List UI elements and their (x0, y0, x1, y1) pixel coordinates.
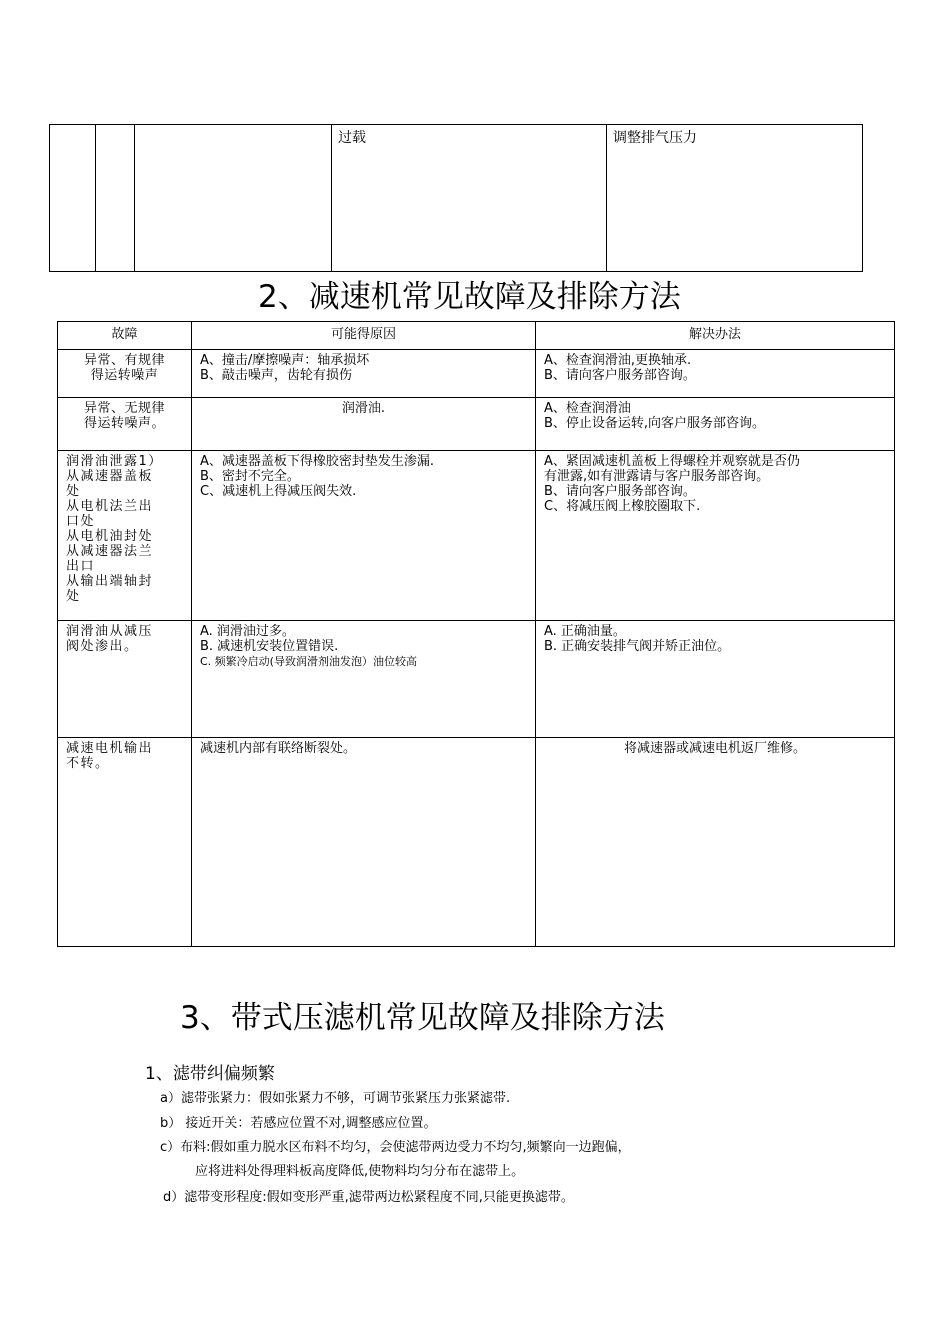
fault-line: 口处 (66, 514, 96, 529)
table-row (58, 738, 895, 947)
cause-line: C. 频繁冷启动(导致润滑剂油发泡）油位较高 (200, 655, 417, 668)
fault-line: 润滑油从减压 (66, 624, 154, 639)
cause-cell (192, 350, 536, 398)
solution-cell (607, 125, 863, 272)
header-cause: 可能得原因 (192, 322, 536, 350)
fault-line: 得运转噪声。 (83, 416, 165, 431)
item-d-text: d）滤带变形程度:假如变形严重,滤带两边松紧程度不同,只能更换滤带。 (163, 1190, 574, 1205)
cause-line: C、减速机上得减压阀失效. (200, 484, 357, 499)
cause-line: A. 润滑油过多。 (200, 624, 295, 639)
solution-line: A、紧固减速机盖板上得螺栓并观察就是否仍 (544, 454, 800, 469)
fault-line: 减速电机输出 (66, 741, 154, 756)
fault-line: 异常、有规律 (83, 353, 165, 368)
fault-line: 从电机法兰出 (66, 499, 154, 514)
cause-line: B、敲击噪声，齿轮有损伤 (200, 368, 352, 383)
cause-cell (192, 451, 536, 621)
solution-line: B、请向客户服务部咨询。 (544, 368, 696, 383)
cause-line: B、密封不完全。 (200, 469, 300, 484)
cause-line: A、撞击/摩擦噪声：轴承损坏 (200, 353, 370, 368)
fault-cell (58, 350, 192, 398)
solution-line: 有泄露,如有泄露请与客户服务部咨询。 (544, 469, 770, 484)
continued-fault-table (49, 124, 863, 272)
empty-cell (96, 125, 135, 272)
fault-line: 得运转噪声 (90, 368, 159, 383)
solution-cell (536, 350, 895, 398)
cause-cell (192, 398, 536, 451)
fault-cell (58, 398, 192, 451)
fault-cell (58, 451, 192, 621)
solution-line: B、停止设备运转,向客户服务部咨询。 (544, 416, 766, 431)
cause-line: B. 减速机安装位置错误. (200, 639, 339, 654)
fault-line: 处 (66, 589, 81, 604)
solution-cell (536, 621, 895, 738)
fault-line: 从减速器法兰 (66, 544, 154, 559)
solution-line: A、检查润滑油 (544, 401, 631, 416)
empty-cell (50, 125, 96, 272)
fault-line: 异常、无规律 (83, 401, 165, 416)
table-row (58, 398, 895, 451)
solution-cell (536, 738, 895, 947)
fault-line: 处 (66, 484, 81, 499)
header-fault: 故障 (58, 322, 192, 350)
fault-line: 从输出端轴封 (66, 574, 154, 589)
item-c-continuation: 应将进料处得理料板高度降低,使物料均匀分布在滤带上。 (195, 1164, 525, 1179)
fault-line: 阀处渗出。 (66, 639, 139, 654)
fault-line: 润滑油泄露1） (66, 454, 163, 469)
cause-cell (192, 621, 536, 738)
table-row (58, 621, 895, 738)
solution-line: 将减速器或减速电机返厂维修。 (623, 741, 806, 756)
item-b-text: b） 接近开关：若感应位置不对,调整感应位置。 (160, 1116, 437, 1131)
header-solution: 解决办法 (536, 322, 895, 350)
cause-cell (192, 738, 536, 947)
solution-cell (536, 451, 895, 621)
cause-line: A、减速器盖板下得橡胶密封垫发生渗漏. (200, 454, 435, 469)
solution-line: A. 正确油量。 (544, 624, 626, 639)
item-a-text: a）滤带张紧力：假如张紧力不够，可调节张紧压力张紧滤带. (160, 1091, 511, 1106)
fault-line: 从减速器盖板 (66, 469, 154, 484)
subsection-heading: 1、滤带纠偏频繁 (145, 1064, 275, 1084)
table-row (58, 451, 895, 621)
fault-line: 出口 (66, 559, 96, 574)
cause-cell (332, 125, 607, 272)
solution-line: B. 正确安装排气阀并矫正油位。 (544, 639, 731, 654)
fault-cell (58, 621, 192, 738)
solution-line: C、将减压阀上橡胶圈取下. (544, 499, 701, 514)
reducer-fault-table (57, 321, 895, 947)
cause-text: 过载 (338, 130, 366, 146)
fault-line: 从电机油封处 (66, 529, 154, 544)
fault-cell (58, 738, 192, 947)
solution-text: 调整排气压力 (613, 130, 697, 146)
section-2-title: 2、减速机常见故障及排除方法 (258, 279, 681, 315)
solution-line: B、请向客户服务部咨询。 (544, 484, 696, 499)
empty-cell (135, 125, 332, 272)
fault-line: 不转。 (66, 756, 110, 771)
item-c-text: c）布料:假如重力脱水区布料不均匀，会使滤带两边受力不均匀,频繁向一边跑偏， (160, 1140, 631, 1155)
section-3-title: 3、带式压滤机常见故障及排除方法 (180, 1000, 665, 1036)
cause-line: 润滑油. (341, 401, 386, 416)
solution-cell (536, 398, 895, 451)
solution-line: A、检查润滑油,更换轴承. (544, 353, 692, 368)
cause-line: 减速机内部有联络断裂处。 (200, 741, 357, 756)
table-row (58, 350, 895, 398)
